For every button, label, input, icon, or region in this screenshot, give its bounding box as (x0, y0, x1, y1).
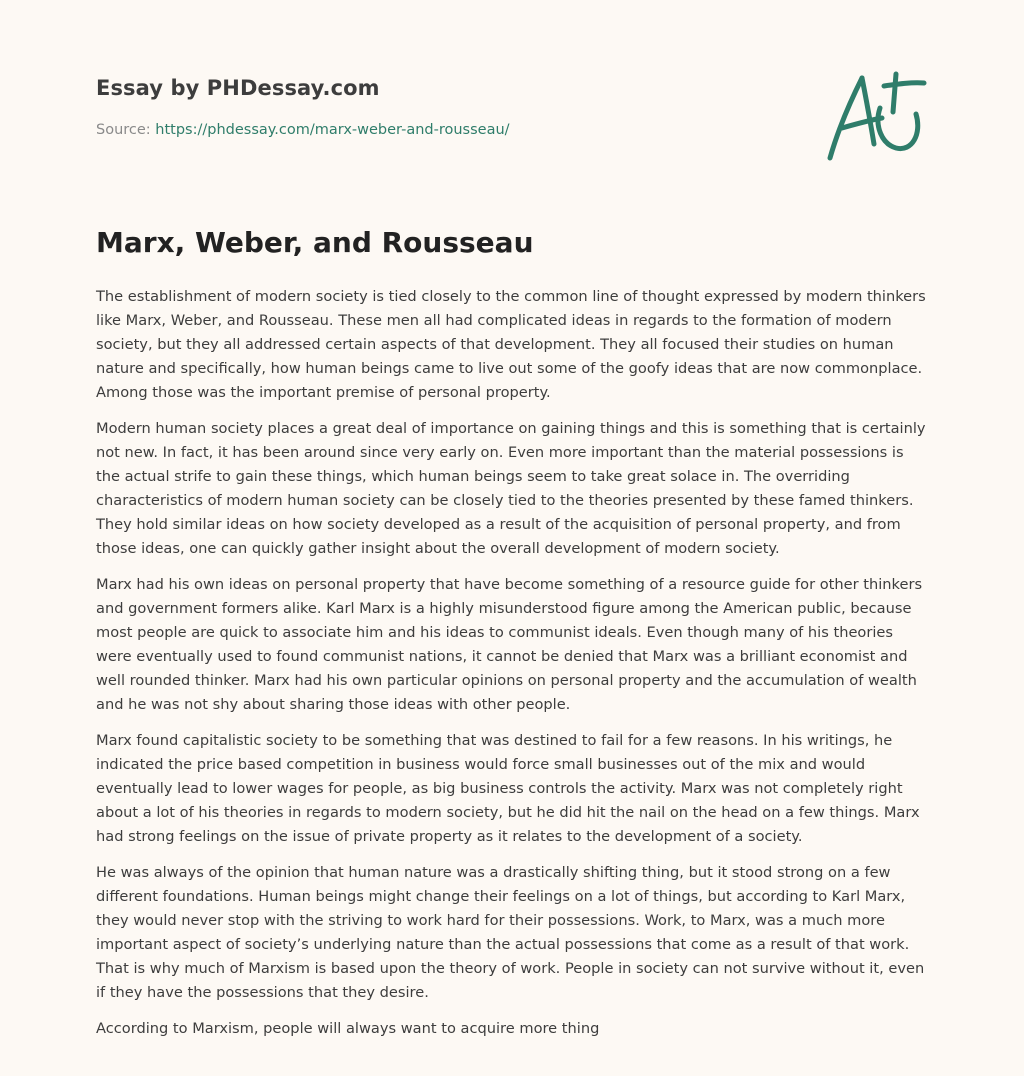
paragraph: Marx found capitalistic society to be something that was destined to fail for a few reasons. In his writings, he indicated the price based competition in business would force small businesses out of the mix and would eventually lead to lower wages for people, as big business controls the activity. Marx was not completely right about a lot of his theories in regards to modern society, but he did hit the nail on the head on a few things. Marx had strong feelings on the issue of private property as it relates to the development of a society. (96, 732, 920, 845)
paragraph: Marx had his own ideas on personal property that have become something of a resource guide for other thinkers and government formers alike. Karl Marx is a highly misunderstood figure among the American public, because most people are quick to associate him and his ideas to communist ideals. Even though many of his theories were eventually used to found communist nations, it cannot be denied that Marx was a brilliant economist and well rounded thinker. Marx had his own particular opinions on personal property and the accumulation of wealth and he was not shy about sharing those ideas with other people. (96, 576, 923, 713)
brand-title: Essay by PHDessay.com (96, 76, 380, 100)
source-link[interactable]: https://phdessay.com/marx-weber-and-rousseau/ (155, 122, 510, 138)
article-title: Marx, Weber, and Rousseau (96, 226, 534, 259)
source-label: Source: (96, 122, 151, 138)
a-plus-logo-icon (824, 68, 928, 164)
paragraph: The establishment of modern society is tied closely to the common line of thought expressed by modern thinkers like Marx, Weber, and Rousseau. These men all had complicated ideas in regards to the formation of modern society, but they all addressed certain aspects of that development. They all focused their studies on human nature and specifically, how human beings came to live out some of the goofy ideas that are now commonplace. Among those was the important premise of personal property. (96, 288, 926, 401)
site-header (96, 76, 926, 138)
article-body (96, 285, 930, 1053)
paragraph: He was always of the opinion that human nature was a drastically shifting thing, but it stood strong on a few different foundations. Human beings might change their feelings on a lot of things, but according to Karl Marx, they would never stop with the striving to work hard for their possessions. Work, to Marx, was a much more important aspect of society’s underlying nature than the actual possessions that come as a result of that work. That is why much of Marxism is based upon the theory of work. People in society can not survive without it, even if they have the possessions that they desire. (96, 864, 925, 1001)
source-line (96, 122, 926, 138)
paragraph: According to Marxism, people will always want to acquire more thing (96, 1020, 600, 1037)
paragraph: Modern human society places a great deal of importance on gaining things and this is something that is certainly not new. In fact, it has been around since very early on. Even more important than the material possessions is the actual strife to gain these things, which human beings seem to take great solace in. The overriding characteristics of modern human society can be closely tied to the theories presented by these famed thinkers. They hold similar ideas on how society developed as a result of the acquisition of personal property, and from those ideas, one can quickly gather insight about the overall development of modern society. (96, 420, 926, 557)
